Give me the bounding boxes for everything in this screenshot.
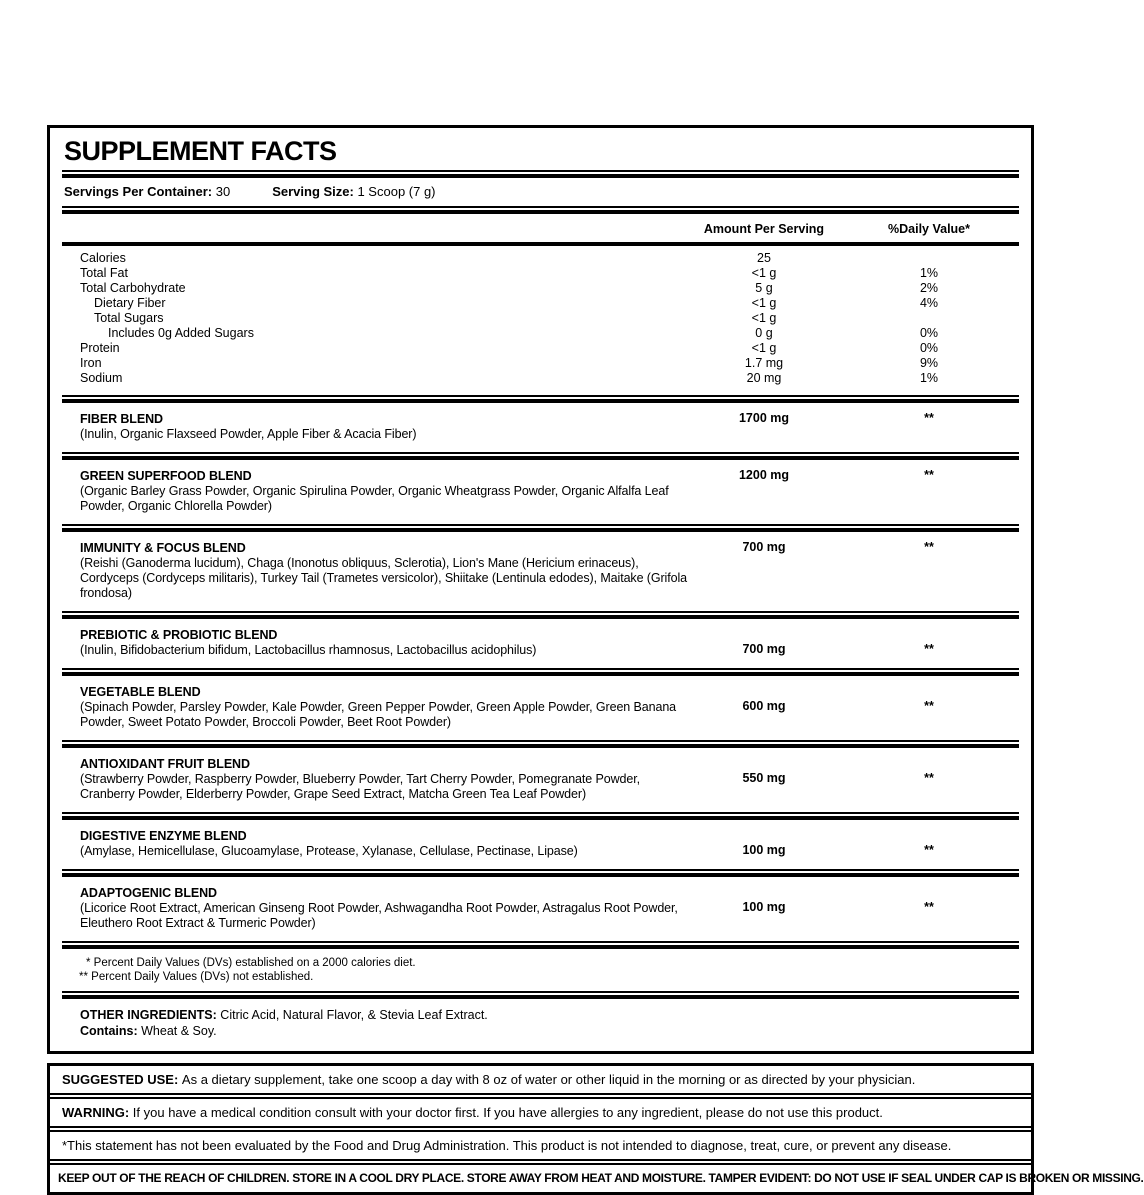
- blend-name: IMMUNITY & FOCUS BLEND: [80, 541, 246, 555]
- blend-row: [62, 463, 1019, 521]
- nutrient-row: [62, 341, 1019, 356]
- serving-size-label: Serving Size:: [272, 184, 354, 199]
- nutrient-rows: [62, 246, 1019, 392]
- info-row: [50, 1132, 1031, 1159]
- blend-row: [62, 535, 1019, 608]
- nutrient-amount: 1.7 mg: [744, 356, 784, 370]
- panel-title: SUPPLEMENT FACTS: [64, 136, 337, 166]
- info-text: KEEP OUT OF THE REACH OF CHILDREN. STORE IN A COOL DRY PLACE. STORE AWAY FROM HEAT AND MOISTURE. TAMPER EVIDENT: DO NOT USE IF SEAL UNDER CAP IS BROKEN OR MISSING.: [58, 1171, 1144, 1185]
- info-text: If you have a medical condition consult with your doctor first. If you have allergies to any ingredient, please do not use this product.: [132, 1105, 883, 1120]
- blend-row: [62, 406, 1019, 449]
- blend-name: ADAPTOGENIC BLEND: [80, 886, 217, 900]
- nutrient-dv: [839, 311, 1019, 326]
- nutrient-name: Includes 0g Added Sugars: [108, 326, 254, 340]
- blend-name: PREBIOTIC & PROBIOTIC BLEND: [80, 628, 278, 642]
- blend-name: VEGETABLE BLEND: [80, 685, 201, 699]
- contains-line: [80, 1023, 1019, 1039]
- blend-dv: **: [924, 468, 934, 482]
- nutrient-row: [62, 296, 1019, 311]
- divider: [62, 206, 1019, 214]
- column-headers: [62, 217, 1019, 240]
- nutrient-amount: 20 mg: [746, 371, 782, 385]
- contains-label: Contains:: [80, 1024, 138, 1038]
- divider: [62, 869, 1019, 877]
- divider: [62, 740, 1019, 748]
- footnote-dv-not-established: ** Percent Daily Values (DVs) not established.: [79, 971, 314, 983]
- divider: [62, 395, 1019, 403]
- blend-ingredients: (Reishi (Ganoderma lucidum), Chaga (Inonotus obliquus, Sclerotia), Lion's Mane (Hericium erinaceus), Cordyceps (Cordyceps militaris), Turkey Tail (Trametes versicolor), Shiitake (Lentinula edodes), Maitake (Grifola frondosa): [80, 556, 687, 600]
- nutrient-name: Protein: [80, 341, 120, 355]
- nutrient-dv: 2%: [919, 281, 939, 295]
- blend-ingredients: (Amylase, Hemicellulase, Glucoamylase, Protease, Xylanase, Cellulase, Pectinase, Lipase): [80, 844, 578, 858]
- servings-per-container: [64, 183, 230, 201]
- blend-name: ANTIOXIDANT FRUIT BLEND: [80, 757, 250, 771]
- divider: [62, 524, 1019, 532]
- nutrient-name: Calories: [80, 251, 126, 265]
- nutrient-name: Total Carbohydrate: [80, 281, 186, 295]
- info-text: As a dietary supplement, take one scoop a day with 8 oz of water or other liquid in the morning or as directed by your physician.: [181, 1072, 916, 1087]
- blend-sections: [62, 395, 1019, 938]
- contains-value: Wheat & Soy.: [141, 1024, 217, 1038]
- blend-row: [62, 622, 1019, 665]
- servings-per-container-label: Servings Per Container:: [64, 184, 213, 199]
- blend-dv: **: [924, 540, 934, 554]
- nutrient-amount: 5 g: [755, 281, 773, 295]
- nutrient-row: [62, 326, 1019, 341]
- blend-ingredients: (Inulin, Organic Flaxseed Powder, Apple Fiber & Acacia Fiber): [80, 427, 417, 441]
- blend-amount: 100 mg: [742, 900, 786, 914]
- nutrient-row: [62, 356, 1019, 371]
- nutrient-row: [62, 251, 1019, 266]
- divider: [62, 941, 1019, 949]
- nutrient-name: Total Fat: [80, 266, 128, 280]
- nutrient-row: [62, 311, 1019, 326]
- blend-amount: 1200 mg: [738, 468, 790, 482]
- blend-amount: 550 mg: [742, 771, 786, 785]
- info-label: SUGGESTED USE:: [62, 1072, 182, 1087]
- nutrient-name: Dietary Fiber: [94, 296, 166, 310]
- divider: [62, 452, 1019, 460]
- blend-amount: 700 mg: [742, 642, 786, 656]
- nutrient-dv: 0%: [919, 326, 939, 340]
- supplement-label: [47, 125, 1144, 1195]
- other-ingredients-line: [80, 1007, 1019, 1023]
- info-row: [50, 1066, 1031, 1093]
- serving-size-value: 1 Scoop (7 g): [357, 184, 436, 199]
- blend-amount: 100 mg: [742, 843, 786, 857]
- nutrient-row: [62, 281, 1019, 296]
- blend-ingredients: (Licorice Root Extract, American Ginseng Root Powder, Ashwagandha Root Powder, Astragalus Root Powder, Eleuthero Root Extract & Turmeric Powder): [80, 901, 678, 930]
- blend-ingredients: (Organic Barley Grass Powder, Organic Spirulina Powder, Organic Wheatgrass Powder, Organic Alfalfa Leaf Powder, Organic Chlorella Powder): [80, 484, 669, 513]
- nutrient-amount: <1 g: [751, 341, 777, 355]
- servings-per-container-value: 30: [215, 184, 231, 199]
- nutrient-dv: [839, 251, 1019, 266]
- blend-dv: **: [924, 411, 934, 425]
- blend-dv: **: [924, 771, 934, 785]
- nutrient-dv: 9%: [919, 356, 939, 370]
- footnotes: [62, 952, 1019, 988]
- blend-name: FIBER BLEND: [80, 412, 163, 426]
- nutrient-amount: 25: [757, 251, 771, 265]
- divider: [62, 170, 1019, 178]
- nutrient-amount: <1 g: [751, 296, 777, 310]
- blend-name: GREEN SUPERFOOD BLEND: [80, 469, 252, 483]
- blend-row: [62, 679, 1019, 737]
- blend-ingredients: (Spinach Powder, Parsley Powder, Kale Powder, Green Pepper Powder, Green Apple Powder, Green Banana Powder, Sweet Potato Powder, Broccoli Powder, Beet Root Powder): [80, 700, 677, 729]
- blend-amount: 1700 mg: [738, 411, 790, 425]
- blend-dv: **: [924, 699, 934, 713]
- blend-dv: **: [924, 642, 934, 656]
- blend-dv: **: [924, 843, 934, 857]
- serving-size: [272, 183, 435, 201]
- blend-ingredients: (Strawberry Powder, Raspberry Powder, Blueberry Powder, Tart Cherry Powder, Pomegranate Powder, Cranberry Powder, Elderberry Powder, Grape Seed Extract, Matcha Green Tea Leaf Powder): [80, 772, 640, 801]
- blend-row: [62, 823, 1019, 866]
- nutrient-amount: 0 g: [755, 326, 773, 340]
- footnote-dv-established: * Percent Daily Values (DVs) established on a 2000 calories diet.: [86, 957, 416, 969]
- blend-amount: 600 mg: [742, 699, 786, 713]
- nutrient-row: [62, 371, 1019, 386]
- blend-row: [62, 751, 1019, 809]
- info-row: [50, 1099, 1031, 1126]
- blend-row: [62, 880, 1019, 938]
- info-text: *This statement has not been evaluated by the Food and Drug Administration. This product is not intended to diagnose, treat, cure, or prevent any disease.: [62, 1138, 952, 1153]
- nutrient-amount: <1 g: [751, 266, 777, 280]
- nutrient-dv: 1%: [919, 371, 939, 385]
- blend-amount: 700 mg: [742, 540, 786, 554]
- divider: [62, 668, 1019, 676]
- nutrient-name: Sodium: [80, 371, 123, 385]
- nutrient-dv: 0%: [919, 341, 939, 355]
- nutrient-row: [62, 266, 1019, 281]
- other-ingredients-label: OTHER INGREDIENTS:: [80, 1008, 217, 1022]
- nutrient-dv: 4%: [919, 296, 939, 310]
- other-ingredients: [62, 1002, 1019, 1043]
- blend-name: DIGESTIVE ENZYME BLEND: [80, 829, 247, 843]
- divider: [62, 991, 1019, 999]
- info-row: [50, 1165, 1144, 1192]
- nutrient-name: Iron: [80, 356, 102, 370]
- divider: [62, 611, 1019, 619]
- amount-per-serving-header: Amount Per Serving: [703, 222, 825, 236]
- daily-value-header: %Daily Value*: [888, 222, 970, 236]
- blend-ingredients: (Inulin, Bifidobacterium bifidum, Lactobacillus rhamnosus, Lactobacillus acidophilus): [80, 643, 537, 657]
- supplement-facts-panel: [47, 125, 1034, 1054]
- nutrient-dv: 1%: [919, 266, 939, 280]
- nutrient-amount: <1 g: [751, 311, 777, 325]
- divider: [62, 812, 1019, 820]
- info-label: WARNING:: [62, 1105, 133, 1120]
- usage-warning-panel: [47, 1063, 1144, 1195]
- nutrient-name: Total Sugars: [94, 311, 164, 325]
- serving-info-row: [62, 181, 1019, 203]
- blend-dv: **: [924, 900, 934, 914]
- other-ingredients-value: Citric Acid, Natural Flavor, & Stevia Leaf Extract.: [220, 1008, 488, 1022]
